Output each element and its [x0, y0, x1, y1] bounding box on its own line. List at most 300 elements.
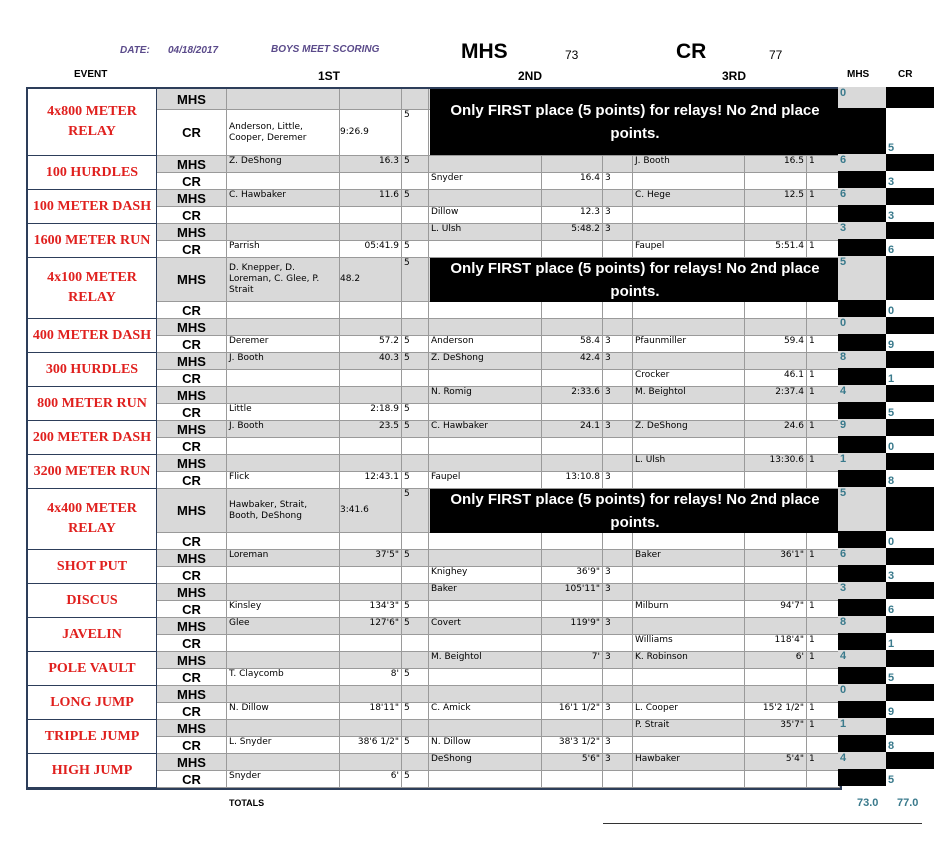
- mark-cell: [542, 455, 603, 472]
- points-cell: [807, 438, 840, 455]
- points-cell: [402, 567, 429, 584]
- points-cell: 1: [807, 370, 840, 387]
- cr-score-cell: [886, 419, 934, 436]
- team-cell: MHS: [157, 319, 227, 336]
- mark-cell: 2:37.4: [745, 387, 807, 404]
- athlete-cell: Covert: [429, 618, 542, 635]
- mark-cell: [340, 652, 402, 669]
- mark-cell: [542, 686, 603, 703]
- mhs-score-cell: [838, 667, 886, 684]
- athlete-cell: [633, 686, 745, 703]
- points-cell: [807, 173, 840, 190]
- athlete-cell: J. Booth: [227, 353, 340, 370]
- mark-cell: 8': [340, 669, 402, 686]
- points-cell: [603, 319, 633, 336]
- mhs-result-row: [157, 156, 840, 173]
- athlete-cell: [227, 89, 340, 110]
- points-cell: [603, 550, 633, 567]
- col-third: 3RD: [722, 69, 747, 83]
- event-name: 200 METER DASH: [28, 421, 157, 455]
- mhs-score-cell: 9: [838, 419, 886, 436]
- cr-score-cell: [886, 154, 934, 171]
- points-cell: [603, 438, 633, 455]
- points-cell: 1: [807, 720, 840, 737]
- mark-cell: [340, 720, 402, 737]
- athlete-cell: [633, 669, 745, 686]
- points-cell: [807, 472, 840, 489]
- points-cell: [402, 224, 429, 241]
- mhs-result-row: [157, 319, 840, 336]
- athlete-cell: Baker: [429, 584, 542, 601]
- event-name: 1600 METER RUN: [28, 224, 157, 258]
- event-block: [28, 618, 840, 652]
- athlete-cell: [633, 302, 745, 319]
- team-cell: MHS: [157, 550, 227, 567]
- athlete-cell: N. Dillow: [429, 737, 542, 754]
- points-cell: 1: [807, 703, 840, 720]
- mark-cell: 23.5: [340, 421, 402, 438]
- mark-cell: [340, 224, 402, 241]
- mark-cell: 5'6": [542, 754, 603, 771]
- athlete-cell: [633, 584, 745, 601]
- mark-cell: 6': [340, 771, 402, 788]
- mark-cell: [542, 550, 603, 567]
- points-cell: [402, 635, 429, 652]
- mark-cell: 37'5": [340, 550, 402, 567]
- mark-cell: [340, 207, 402, 224]
- mhs-score-cell: [838, 402, 886, 419]
- athlete-cell: [633, 319, 745, 336]
- mark-cell: 2:18.9: [340, 404, 402, 421]
- cr-score-cell: [886, 752, 934, 769]
- team-cell: CR: [157, 173, 227, 190]
- team-cell: MHS: [157, 455, 227, 472]
- mark-cell: 16.3: [340, 156, 402, 173]
- team-cell: CR: [157, 669, 227, 686]
- cr-score-cell: [886, 453, 934, 470]
- event-block: [28, 224, 840, 258]
- cr-score-cell: 0: [886, 436, 934, 453]
- points-cell: [402, 438, 429, 455]
- mhs-result-row: [157, 550, 840, 567]
- mark-cell: [542, 319, 603, 336]
- points-cell: [402, 533, 429, 550]
- points-cell: 5: [402, 771, 429, 788]
- mark-cell: 11.6: [340, 190, 402, 207]
- mark-cell: [542, 635, 603, 652]
- team-cell: CR: [157, 635, 227, 652]
- cr-result-row: [157, 336, 840, 353]
- points-cell: 5: [402, 472, 429, 489]
- athlete-cell: T. Claycomb: [227, 669, 340, 686]
- totals-label: TOTALS: [229, 798, 265, 808]
- mhs-score-cell: [838, 436, 886, 453]
- event-name: POLE VAULT: [28, 652, 157, 686]
- athlete-cell: M. Beightol: [429, 652, 542, 669]
- event-block: [28, 720, 840, 754]
- team-cell: CR: [157, 207, 227, 224]
- mark-cell: [745, 533, 807, 550]
- athlete-cell: [429, 302, 542, 319]
- team-cell: CR: [157, 703, 227, 720]
- cr-score-cell: [886, 718, 934, 735]
- cr-score-cell: [886, 650, 934, 667]
- athlete-cell: Anderson: [429, 336, 542, 353]
- mhs-score-cell: [838, 565, 886, 582]
- points-cell: [603, 720, 633, 737]
- mark-cell: [745, 319, 807, 336]
- cr-score-cell: 5: [886, 108, 934, 154]
- mark-cell: 9:26.9: [340, 110, 402, 156]
- mhs-score-cell: 5: [838, 256, 886, 300]
- cr-result-row: [157, 533, 840, 550]
- athlete-cell: [633, 438, 745, 455]
- points-cell: [402, 754, 429, 771]
- mark-cell: [542, 370, 603, 387]
- cr-score-cell: 0: [886, 300, 934, 317]
- team-cell: CR: [157, 771, 227, 788]
- team-cell: CR: [157, 110, 227, 156]
- points-cell: 3: [603, 421, 633, 438]
- athlete-cell: C. Amick: [429, 703, 542, 720]
- athlete-cell: M. Beightol: [633, 387, 745, 404]
- mark-cell: [745, 302, 807, 319]
- athlete-cell: Hawbaker, Strait, Booth, DeShong: [227, 489, 340, 533]
- team-cell: CR: [157, 472, 227, 489]
- mhs-score-cell: [838, 701, 886, 718]
- mhs-result-row: [157, 455, 840, 472]
- points-cell: [807, 224, 840, 241]
- mark-cell: 12:43.1: [340, 472, 402, 489]
- athlete-cell: C. Hege: [633, 190, 745, 207]
- mhs-score-cell: [838, 735, 886, 752]
- cr-score-cell: [886, 87, 934, 108]
- athlete-cell: Loreman: [227, 550, 340, 567]
- mark-cell: [340, 438, 402, 455]
- points-cell: [402, 370, 429, 387]
- athlete-cell: [633, 404, 745, 421]
- mhs-result-row: [157, 387, 840, 404]
- athlete-cell: Snyder: [227, 771, 340, 788]
- athlete-cell: [429, 370, 542, 387]
- cr-score-cell: [886, 351, 934, 368]
- cr-score-cell: 1: [886, 633, 934, 650]
- event-name: SHOT PUT: [28, 550, 157, 584]
- points-cell: [603, 669, 633, 686]
- points-cell: [402, 720, 429, 737]
- athlete-cell: Deremer: [227, 336, 340, 353]
- col-cr: CR: [898, 69, 913, 80]
- mark-cell: 7': [542, 652, 603, 669]
- mark-cell: 15'2 1/2": [745, 703, 807, 720]
- athlete-cell: [227, 686, 340, 703]
- athlete-cell: [227, 584, 340, 601]
- team-cell: CR: [157, 438, 227, 455]
- athlete-cell: [227, 635, 340, 652]
- athlete-cell: N. Romig: [429, 387, 542, 404]
- points-cell: 1: [807, 421, 840, 438]
- mark-cell: 5:51.4: [745, 241, 807, 258]
- athlete-cell: Faupel: [429, 472, 542, 489]
- mhs-score-cell: 3: [838, 582, 886, 599]
- cr-score-cell: [886, 385, 934, 402]
- mark-cell: 118'4": [745, 635, 807, 652]
- date-value: 04/18/2017: [168, 45, 219, 56]
- event-name: DISCUS: [28, 584, 157, 618]
- mhs-result-row: [157, 353, 840, 370]
- mark-cell: [542, 438, 603, 455]
- points-cell: [603, 190, 633, 207]
- points-cell: 3: [603, 353, 633, 370]
- points-cell: [402, 173, 429, 190]
- points-cell: 5: [402, 190, 429, 207]
- points-cell: 3: [603, 618, 633, 635]
- mark-cell: 40.3: [340, 353, 402, 370]
- athlete-cell: L. Ulsh: [633, 455, 745, 472]
- event-name: HIGH JUMP: [28, 754, 157, 788]
- athlete-cell: [633, 224, 745, 241]
- team-cell: MHS: [157, 156, 227, 173]
- points-cell: [402, 302, 429, 319]
- athlete-cell: Pfaunmiller: [633, 336, 745, 353]
- event-block: [28, 754, 840, 788]
- col-second: 2ND: [518, 69, 543, 83]
- points-cell: [402, 387, 429, 404]
- cr-result-row: [157, 438, 840, 455]
- athlete-cell: Milburn: [633, 601, 745, 618]
- athlete-cell: C. Hawbaker: [429, 421, 542, 438]
- athlete-cell: [429, 669, 542, 686]
- cr-score-cell: [886, 222, 934, 239]
- team-cell: CR: [157, 404, 227, 421]
- athlete-cell: [633, 353, 745, 370]
- mark-cell: [542, 302, 603, 319]
- points-cell: 5: [402, 550, 429, 567]
- athlete-cell: [429, 455, 542, 472]
- mark-cell: [340, 533, 402, 550]
- points-cell: [402, 89, 429, 110]
- points-cell: 3: [603, 387, 633, 404]
- col-event: EVENT: [74, 69, 108, 80]
- points-cell: 3: [603, 737, 633, 754]
- mark-cell: [340, 173, 402, 190]
- team-cell: MHS: [157, 489, 227, 533]
- mhs-score-cell: 6: [838, 548, 886, 565]
- mhs-score-cell: 1: [838, 453, 886, 470]
- mhs-score-cell: 8: [838, 616, 886, 633]
- points-cell: 5: [402, 669, 429, 686]
- team-cell: MHS: [157, 353, 227, 370]
- cr-score-cell: 8: [886, 470, 934, 487]
- mark-cell: 38'3 1/2": [542, 737, 603, 754]
- cr-result-row: [157, 635, 840, 652]
- athlete-cell: Kinsley: [227, 601, 340, 618]
- mark-cell: 48.2: [340, 258, 402, 302]
- cr-result-row: [157, 302, 840, 319]
- mhs-score-cell: 4: [838, 752, 886, 769]
- cr-score-cell: 9: [886, 701, 934, 718]
- points-cell: [807, 737, 840, 754]
- mark-cell: 16.4: [542, 173, 603, 190]
- signature-line: [603, 823, 922, 824]
- athlete-cell: [429, 190, 542, 207]
- mark-cell: [542, 190, 603, 207]
- athlete-cell: Hawbaker: [633, 754, 745, 771]
- mark-cell: [745, 567, 807, 584]
- points-cell: 3: [603, 754, 633, 771]
- points-cell: [402, 652, 429, 669]
- athlete-cell: [633, 207, 745, 224]
- cr-score-cell: [886, 188, 934, 205]
- points-cell: 3: [603, 472, 633, 489]
- points-cell: 3: [603, 336, 633, 353]
- athlete-cell: [227, 302, 340, 319]
- cr-score-cell: 0: [886, 531, 934, 548]
- event-name: JAVELIN: [28, 618, 157, 652]
- athlete-cell: Snyder: [429, 173, 542, 190]
- athlete-cell: [633, 618, 745, 635]
- mark-cell: [542, 156, 603, 173]
- points-cell: [603, 771, 633, 788]
- athlete-cell: L. Cooper: [633, 703, 745, 720]
- mark-cell: 105'11": [542, 584, 603, 601]
- points-cell: 3: [603, 703, 633, 720]
- athlete-cell: [429, 533, 542, 550]
- mhs-score-cell: [838, 300, 886, 317]
- event-divider: [28, 788, 840, 789]
- event-block: [28, 156, 840, 190]
- mark-cell: [340, 567, 402, 584]
- mhs-score-cell: 0: [838, 317, 886, 334]
- mark-cell: [340, 302, 402, 319]
- mark-cell: 13:30.6: [745, 455, 807, 472]
- points-cell: [807, 207, 840, 224]
- athlete-cell: [429, 156, 542, 173]
- athlete-cell: [227, 455, 340, 472]
- mark-cell: [745, 669, 807, 686]
- mhs-score-cell: 4: [838, 650, 886, 667]
- mark-cell: 16.5: [745, 156, 807, 173]
- points-cell: 1: [807, 387, 840, 404]
- relay-note: Only FIRST place (5 points) for relays! No 2nd place points.: [430, 89, 840, 155]
- points-cell: 1: [807, 156, 840, 173]
- points-cell: 1: [807, 241, 840, 258]
- athlete-cell: [429, 319, 542, 336]
- athlete-cell: Crocker: [633, 370, 745, 387]
- points-cell: 5: [402, 353, 429, 370]
- athlete-cell: [227, 533, 340, 550]
- cr-score-cell: 5: [886, 667, 934, 684]
- athlete-cell: [227, 438, 340, 455]
- team-cell: MHS: [157, 584, 227, 601]
- mark-cell: [542, 771, 603, 788]
- athlete-cell: N. Dillow: [227, 703, 340, 720]
- athlete-cell: [429, 404, 542, 421]
- event-grid: [26, 87, 842, 790]
- mark-cell: 36'9": [542, 567, 603, 584]
- event-block: [28, 387, 840, 421]
- points-cell: [603, 370, 633, 387]
- cr-result-row: [157, 669, 840, 686]
- athlete-cell: [633, 533, 745, 550]
- mhs-score-cell: 1: [838, 718, 886, 735]
- mhs-score-cell: [838, 205, 886, 222]
- athlete-cell: [227, 370, 340, 387]
- points-cell: 3: [603, 224, 633, 241]
- athlete-cell: [227, 173, 340, 190]
- points-cell: [807, 686, 840, 703]
- points-cell: [807, 353, 840, 370]
- mhs-score-cell: 3: [838, 222, 886, 239]
- event-name: LONG JUMP: [28, 686, 157, 720]
- cr-result-row: [157, 771, 840, 788]
- mark-cell: [542, 241, 603, 258]
- athlete-cell: Anderson, Little, Cooper, Deremer: [227, 110, 340, 156]
- mark-cell: 16'1 1/2": [542, 703, 603, 720]
- points-cell: 3: [603, 173, 633, 190]
- athlete-cell: [227, 652, 340, 669]
- team-cell: MHS: [157, 652, 227, 669]
- athlete-cell: [227, 224, 340, 241]
- cr-score-cell: 6: [886, 239, 934, 256]
- athlete-cell: Baker: [633, 550, 745, 567]
- points-cell: 5: [402, 489, 429, 533]
- mark-cell: 119'9": [542, 618, 603, 635]
- mhs-result-row: [157, 720, 840, 737]
- mark-cell: 59.4: [745, 336, 807, 353]
- athlete-cell: [633, 567, 745, 584]
- cr-result-row: [157, 601, 840, 618]
- event-name: 4x400 METER RELAY: [28, 489, 157, 550]
- points-cell: 5: [402, 404, 429, 421]
- team-cell: MHS: [157, 720, 227, 737]
- points-cell: [402, 207, 429, 224]
- athlete-cell: [227, 567, 340, 584]
- event-block: [28, 319, 840, 353]
- event-block: [28, 190, 840, 224]
- mhs-score-cell: [838, 171, 886, 188]
- relay-note: Only FIRST place (5 points) for relays! No 2nd place points.: [430, 258, 840, 302]
- mhs-result-row: [157, 224, 840, 241]
- mhs-score-cell: 0: [838, 684, 886, 701]
- cr-score-cell: [886, 487, 934, 531]
- mhs-score-cell: 0: [838, 87, 886, 108]
- points-cell: [807, 302, 840, 319]
- mark-cell: [745, 686, 807, 703]
- relay-note: Only FIRST place (5 points) for relays! No 2nd place points.: [430, 489, 840, 533]
- mhs-result-row: [157, 754, 840, 771]
- points-cell: 5: [402, 241, 429, 258]
- athlete-cell: Faupel: [633, 241, 745, 258]
- athlete-cell: C. Hawbaker: [227, 190, 340, 207]
- event-block: [28, 652, 840, 686]
- athlete-cell: [633, 737, 745, 754]
- team-cell: MHS: [157, 190, 227, 207]
- athlete-cell: L. Ulsh: [429, 224, 542, 241]
- athlete-cell: Z. DeShong: [633, 421, 745, 438]
- event-block: [28, 353, 840, 387]
- points-cell: 1: [807, 754, 840, 771]
- team-cell: CR: [157, 336, 227, 353]
- event-name: 4x800 METER RELAY: [28, 89, 157, 156]
- points-cell: [603, 635, 633, 652]
- points-cell: 3: [603, 567, 633, 584]
- mhs-result-row: [157, 686, 840, 703]
- mark-cell: [745, 618, 807, 635]
- mhs-score-cell: 4: [838, 385, 886, 402]
- team-cell: CR: [157, 302, 227, 319]
- cr-score-cell: [886, 317, 934, 334]
